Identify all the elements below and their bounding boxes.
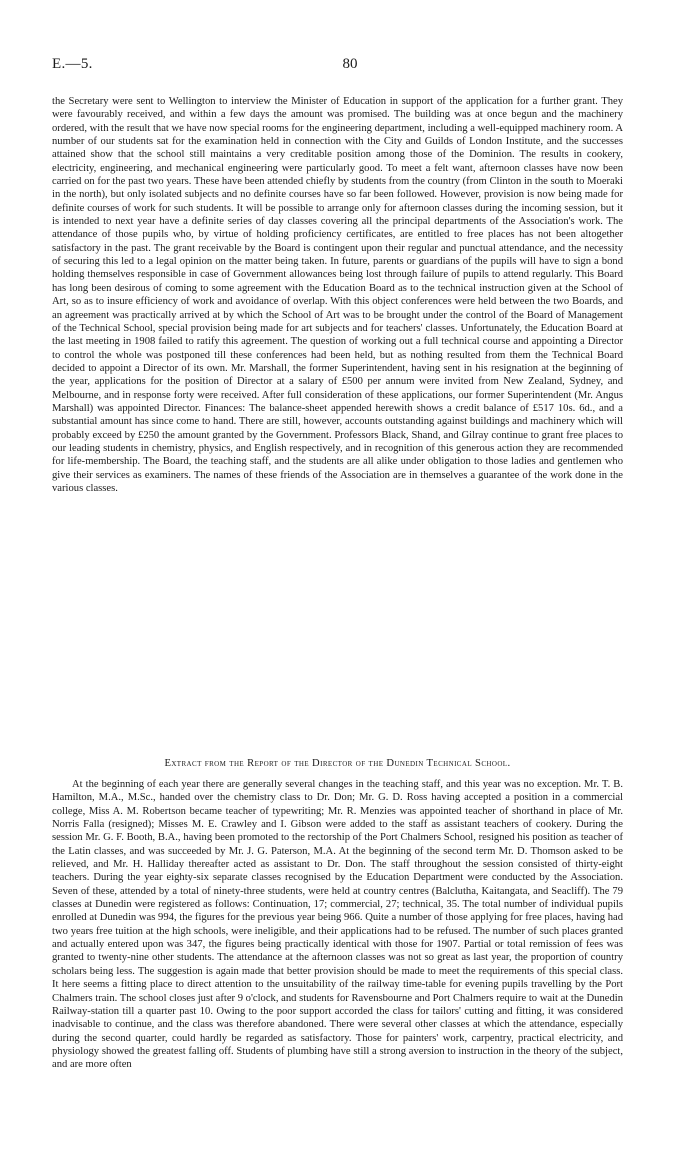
paragraph: the Secretary were sent to Wellington to interview the Minister of Education in support of the application for a further grant. They were favourably received, and within a few days the amount was promised. The building was at once begun and the machinery ordered, with the result that we have now special rooms for the engineering department, including a well-equipped machinery room. A number of our students sat for the examination held in connection with the City and Guilds of London Institute, and the successes attained show that the school still maintains a very creditable position among those of the Dominion. The results in cookery, electricity, engineering, and mechanical engineering were particularly good. To meet a felt want, afternoon classes have now been carried on for the past two years. These have been attended chiefly by students from the country (from Clinton in the south to Moeraki in the north), but only isolated subjects and no definite courses have so far been followed. However, provision is now being made for definite courses of work for such students. It will be possible to arrange only for afternoon classes during the incoming session, but it is intended to next year have a definite series of day classes covering all the principal departments of the Association's work. The attendance of those pupils who, by virtue of holding proficiency certificates, are entitled to free places has not been altogether satisfactory in the past. The grant receivable by the Board is contingent upon their regular and punctual attendance, and the necessity of securing this led to a legal opinion on the matter being taken. In future, parents or guardians of the pupils will have to sign a bond holding themselves responsible in case of Government allowances being lost through failure of pupils to attend regularly. This Board has long been desirous of coming to some agreement with the Education Board as to the technical instruction given at the School of Art, so as to insure efficiency of work and avoidance of overlap. With this object conferences were held between the two Boards, and an agreement was practically arrived at by which the School of Art was to be brought under the control of the Board of Management of the Technical School, special provision being made for art subjects and for teachers' classes. Unfortunately, the Education Board at the last meeting in 1908 failed to ratify this agreement. The question of working out a full technical course and appointing a Director to control the whole was postponed till these conferences had been held, but as nothing resulted from them the Technical Board decided to appoint a Director of its own. Mr. Marshall, the former Superintendent, having sent in his resignation at the beginning of the year, applications for the position of Director at a salary of £500 per annum were invited from New Zealand, Sydney, and Melbourne, and in response forty were received. After full consideration of these applications, our former Superintendent (Mr. Angus Marshall) was appointed Director. Finances: The balance-sheet appended herewith shows a credit balance of £517 10s. 6d., and a substantial amount has since come to hand. There are still, however, accounts outstanding against buildings and machinery which will probably exceed by £250 the amount granted by the Government. Professors Black, Shand, and Gilray continue to grant free places to our leading students in chemistry, physics, and English respectively, and in recognition of this generous action they are recommended for life-membership. The Board, the teaching staff, and the students are all alike under obligation to those ladies and gentlemen who give their services as examiners. The names of these friends of the Association are in themselves a guarantee of the work done in the various classes. [52, 96, 623, 494]
page-number: 80 [342, 56, 358, 72]
paragraph: At the beginning of each year there are generally several changes in the teaching staff, and this year was no exception. Mr. T. B. Hamilton, M.A., M.Sc., handed over the chemistry class to Dr. Don; Mr. G. D. Ross having accepted a position in a commercial college, Miss A. M. Robertson became teacher of typewriting; Mr. R. Menzies was appointed teacher of shorthand in place of Mr. Norris Falla (resigned); Misses M. E. Crawley and I. Gibson were added to the staff as assistant teachers of cookery. During the session Mr. G. F. Booth, B.A., having been promoted to the rectorship of the Port Chalmers School, resigned his position as teacher of the Latin classes, and was succeeded by Mr. J. G. Paterson, M.A. At the beginning of the second term Mr. D. Thomson asked to be relieved, and Mr. H. Halliday thereafter acted as assistant to Dr. Don. The staff throughout the session consisted of thirty-eight teachers. During the year eighty-six separate classes recognised by the Education Department were conducted by the Association. Seven of these, attended by a total of ninety-three students, were held at country centres (Balclutha, Kaitangata, and Seacliff). The 79 classes at Dunedin were registered as follows: Continuation, 17; commercial, 27; technical, 35. The total number of individual pupils enrolled at Dunedin was 994, the figures for the previous year being 966. Quite a number of those applying for free places, having had two years free tuition at the high schools, were ineligible, and their applications had to be refused. The number of such places granted and actually entered upon was 347, the figures being practically identical with those for 1907. Partial or total remission of fees was granted to twenty-nine other students. The attendance at the afternoon classes was not so great as last year, the proportion of country scholars being less. The suggestion is again made that better provision should be made to meet the requirements of this special class. It here seems a fitting place to direct attention to the unsuitability of the railway time-table for evening pupils travelling by the Port Chalmers train. The school closes just after 9 o'clock, and students for Ravensbourne and Port Chalmers require to wait at the Dunedin Railway-station till a quarter past 10. Owing to the poor support accorded the class for tailors' cutting and fitting, it was considered inadvisable to continue, and the class was therefore abandoned. There were several other classes at which the attendance, especially during the second quarter, could hardly be regarded as satisfactory. Those for painters' work, carpentry, practical electricity, and physiology showed the greatest falling off. Students of plumbing have still a strong aversion to instruction in the theory of the subject, and are more often [52, 779, 623, 1071]
page-header [52, 56, 648, 76]
body-text-extract [52, 778, 623, 1072]
body-text-continued [52, 95, 623, 495]
section-heading: Extract from the Report of the Director of the Dunedin Technical School. [164, 758, 511, 769]
report-reference: E.—5. [52, 56, 93, 72]
